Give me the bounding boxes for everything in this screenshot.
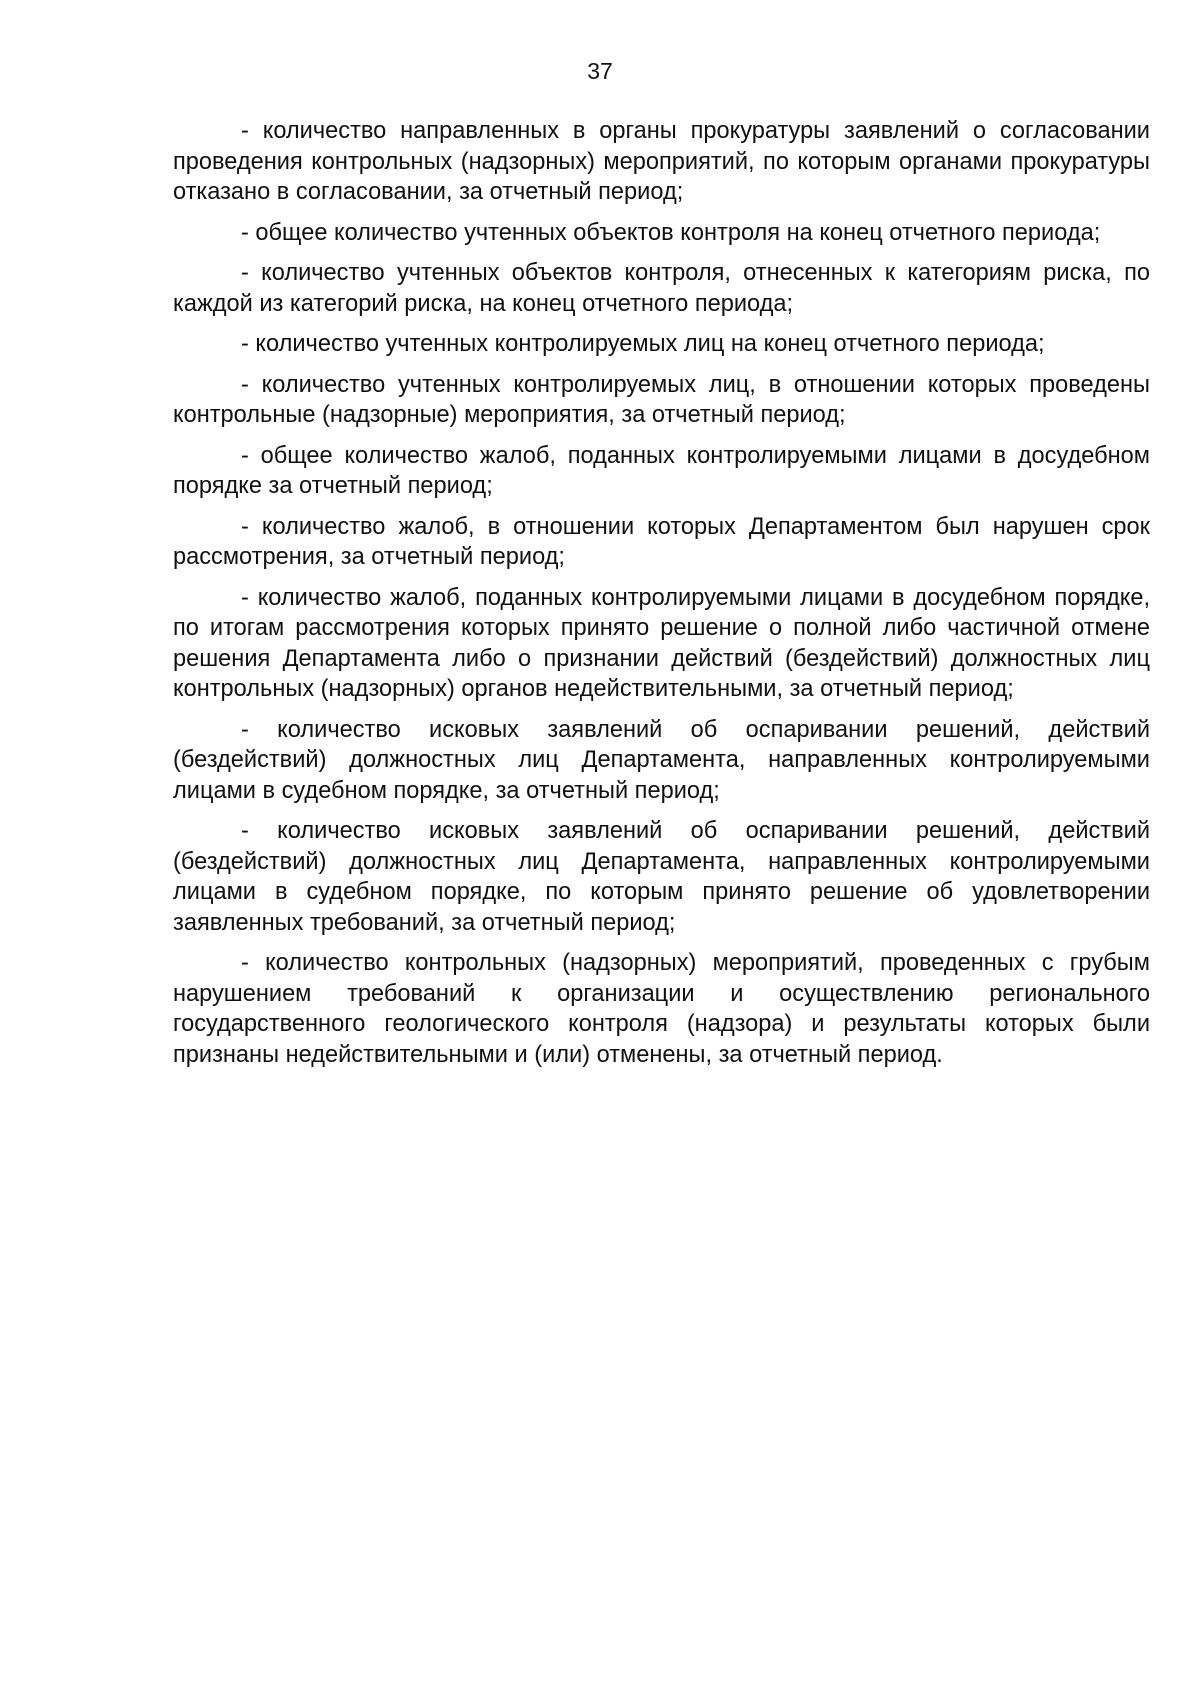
list-item-complaints-deadline-violated: - количество жалоб, в отношении которых Департаментом был нарушен срок рассмотрения, за отчетный период; xyxy=(173,513,1150,570)
list-item-complaints-total: - общее количество жалоб, поданных контролируемыми лицами в досудебном порядке за отчетный период; xyxy=(173,442,1150,499)
list-item-lawsuits-satisfied: - количество исковых заявлений об оспаривании решений, действий (бездействий) должностных лиц Департамента, направленных контролируемыми лицами в судебном порядке, по которым принято решение об удовлетворении заявленных требований, за отчетный период; xyxy=(173,818,1150,936)
list-item-lawsuits-filed: - количество исковых заявлений об оспаривании решений, действий (бездействий) должностных лиц Департамента, направленных контролируемыми лицами в судебном порядке, за отчетный период; xyxy=(173,716,1150,804)
list-item-controlled-persons: - количество учтенных контролируемых лиц на конец отчетного периода; xyxy=(241,331,1045,357)
list-item-controlled-persons-inspected: - количество учтенных контролируемых лиц, в отношении которых проведены контрольные (надзорные) мероприятия, за отчетный период; xyxy=(173,371,1150,428)
list-item-complaints-decision-cancelled: - количество жалоб, поданных контролируемыми лицами в досудебном порядке, по итогам рассмотрения которых принято решение о полной либо частичной отмене решения Департамента либо о признании действий (бездействий) должностных лиц контрольных (надзорных) органов недействительными, за отчетный период; xyxy=(173,584,1150,702)
document-body xyxy=(173,116,1150,1080)
list-item-inspections-invalidated: - количество контрольных (надзорных) мероприятий, проведенных с грубым нарушением требований к организации и осуществлению регионального государственного геологического контроля (надзора) и результаты которых были признаны недействительными и (или) отменены, за отчетный период. xyxy=(173,950,1150,1068)
list-item-control-objects-total: - общее количество учтенных объектов контроля на конец отчетного периода; xyxy=(241,219,1101,246)
list-item-control-objects-by-risk: - количество учтенных объектов контроля, отнесенных к категориям риска, по каждой из категорий риска, на конец отчетного периода; xyxy=(173,260,1150,317)
list-item-prosecutor-refusals: - количество направленных в органы прокуратуры заявлений о согласовании проведения контрольных (надзорных) мероприятий, по которым органами прокуратуры отказано в согласовании, за отчетный период; xyxy=(173,118,1150,205)
page-number: 37 xyxy=(587,58,613,84)
